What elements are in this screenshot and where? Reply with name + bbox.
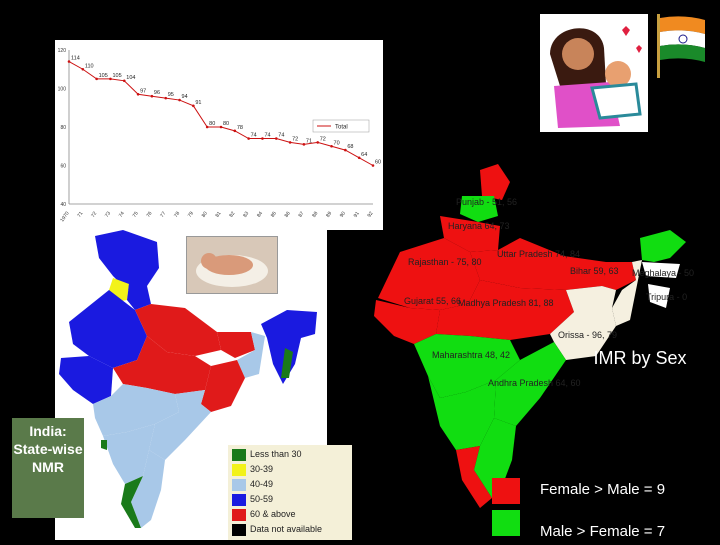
data-point — [82, 68, 85, 71]
key-swatch-female — [492, 478, 520, 504]
imr-label-tripura: Tripura - 0 — [646, 292, 688, 302]
imr-label-andhra: Andhra Pradesh 64, 60 — [488, 378, 581, 388]
data-point — [358, 157, 361, 160]
baby-photo-art — [187, 237, 277, 293]
imr-label-mp: Madhya Pradesh 81, 88 — [458, 298, 554, 308]
y-tick-label: 100 — [57, 86, 66, 93]
imr-label-bihar: Bihar 59, 63 — [570, 266, 619, 276]
data-label: 97 — [140, 88, 147, 95]
imr-label-meghalaya: Meghalaya - 50 — [632, 268, 695, 278]
data-label: 94 — [181, 94, 188, 101]
data-point — [178, 99, 181, 102]
x-tick-label: 84 — [255, 210, 265, 219]
legend-row-3 — [232, 493, 348, 507]
imr-label-punjab: Punjab - 51, 56 — [456, 197, 518, 207]
legend-swatch-1 — [232, 464, 246, 476]
legend-label-2: 40-49 — [250, 479, 274, 489]
imr-region-ne — [640, 230, 686, 262]
baby-photo — [186, 236, 278, 294]
x-tick-label: 76 — [145, 210, 154, 219]
imr-label-gujarat: Gujarat 55, 66 — [404, 296, 462, 306]
x-tick-label: 78 — [173, 210, 182, 219]
data-label: 91 — [195, 99, 202, 106]
x-tick-label: 91 — [352, 210, 361, 219]
x-tick-label: 92 — [366, 210, 375, 219]
x-tick-label: 80 — [200, 210, 209, 219]
x-tick-label: 79 — [186, 210, 196, 219]
x-tick-label: 85 — [269, 210, 278, 219]
x-tick-label: 81 — [214, 210, 223, 219]
legend-label-4: 60 & above — [250, 509, 296, 519]
nmr-region-north — [95, 230, 159, 290]
data-point — [275, 137, 278, 140]
x-tick-label: 74 — [117, 210, 126, 219]
data-label: 114 — [71, 55, 80, 62]
legend-label: Total — [335, 124, 348, 131]
imr-title: IMR by Sex — [593, 348, 687, 368]
x-tick-label: 72 — [90, 210, 99, 219]
data-point — [316, 141, 319, 144]
x-tick-label: 1970 — [59, 210, 71, 224]
nmr-region-goa — [101, 440, 107, 450]
key-label-male: Male > Female = 7 — [540, 523, 666, 540]
legend-swatch-4 — [232, 509, 246, 521]
legend-swatch-3 — [232, 494, 246, 506]
data-point — [344, 149, 347, 152]
nmr-trend-chart — [55, 40, 383, 230]
data-label: 105 — [98, 72, 108, 79]
data-label: 80 — [223, 121, 230, 127]
x-tick-label: 82 — [228, 210, 237, 219]
data-label: 72 — [319, 136, 326, 143]
data-label: 60 — [375, 159, 382, 166]
data-label: 70 — [333, 140, 340, 147]
x-tick-label: 86 — [283, 210, 292, 219]
legend-row-2 — [232, 478, 348, 492]
y-tick-label: 80 — [60, 125, 66, 131]
data-label: 80 — [209, 121, 216, 127]
legend-label-1: 30-39 — [250, 464, 274, 474]
x-tick-label: 83 — [242, 210, 251, 219]
data-label: 68 — [347, 144, 354, 151]
data-point — [68, 60, 71, 63]
y-tick-label: 60 — [60, 163, 66, 170]
mother-child-art — [540, 14, 648, 132]
data-point — [109, 78, 112, 81]
legend-row-4 — [232, 508, 348, 522]
data-point — [234, 130, 237, 133]
data-label: 64 — [361, 151, 368, 158]
nmr-legend — [228, 445, 352, 540]
data-label: 71 — [305, 138, 313, 145]
imr-label-up: Uttar Pradesh 74, 84 — [497, 249, 581, 259]
x-tick-label: 71 — [76, 210, 85, 219]
data-point — [247, 137, 250, 140]
data-label: 105 — [112, 72, 122, 79]
chart-svg — [55, 40, 383, 230]
legend-row-0 — [232, 448, 348, 462]
nmr-caption: India: State-wise NMR — [12, 418, 84, 518]
legend-label-5: Data not available — [250, 524, 323, 534]
imr-label-maharashtra: Maharashtra 48, 42 — [432, 350, 511, 360]
data-label: 74 — [278, 132, 285, 139]
imr-map — [370, 130, 690, 540]
data-label: 78 — [236, 124, 243, 131]
x-tick-label: 75 — [131, 210, 140, 219]
y-tick-label: 40 — [60, 202, 66, 208]
x-tick-label: 77 — [159, 210, 168, 219]
data-point — [261, 137, 264, 140]
imr-label-rajasthan: Rajasthan - 75, 80 — [408, 257, 482, 267]
data-point — [303, 143, 306, 146]
data-point — [151, 95, 154, 98]
legend-swatch-2 — [232, 479, 246, 491]
data-point — [220, 126, 223, 129]
data-point — [330, 145, 333, 148]
data-point — [289, 141, 292, 144]
india-flag-art — [655, 14, 707, 78]
x-tick-label: 88 — [311, 210, 320, 219]
y-tick-label: 120 — [57, 48, 66, 54]
data-label: 74 — [264, 132, 271, 139]
data-label: 110 — [84, 63, 94, 70]
legend-row-5 — [232, 523, 348, 537]
imr-region-north — [480, 164, 510, 200]
legend-row-1 — [232, 463, 348, 477]
key-swatch-male — [492, 510, 520, 536]
x-tick-label: 90 — [338, 210, 348, 219]
data-point — [192, 105, 195, 108]
india-flag — [655, 14, 707, 78]
data-label: 96 — [153, 90, 161, 97]
data-label: 95 — [167, 92, 174, 99]
data-label: 72 — [292, 136, 299, 143]
legend-label-0: Less than 30 — [250, 449, 302, 459]
data-point — [137, 93, 140, 96]
data-point — [164, 97, 167, 100]
key-label-female: Female > Male = 9 — [540, 481, 666, 498]
data-point — [123, 80, 126, 83]
legend-swatch-5 — [232, 524, 246, 536]
x-tick-label: 89 — [325, 210, 334, 219]
legend-swatch-0 — [232, 449, 246, 461]
data-label: 74 — [250, 132, 257, 139]
data-point — [206, 126, 209, 129]
x-tick-label: 73 — [103, 210, 113, 219]
x-tick-label: 87 — [297, 210, 306, 219]
data-point — [95, 78, 98, 81]
mother-child-clipart — [540, 14, 648, 132]
legend-label-3: 50-59 — [250, 494, 274, 504]
imr-label-orissa: Orissa - 96, 79 — [558, 330, 618, 340]
imr-label-haryana: Haryana 64, 73 — [448, 221, 510, 231]
data-label: 104 — [126, 74, 136, 81]
